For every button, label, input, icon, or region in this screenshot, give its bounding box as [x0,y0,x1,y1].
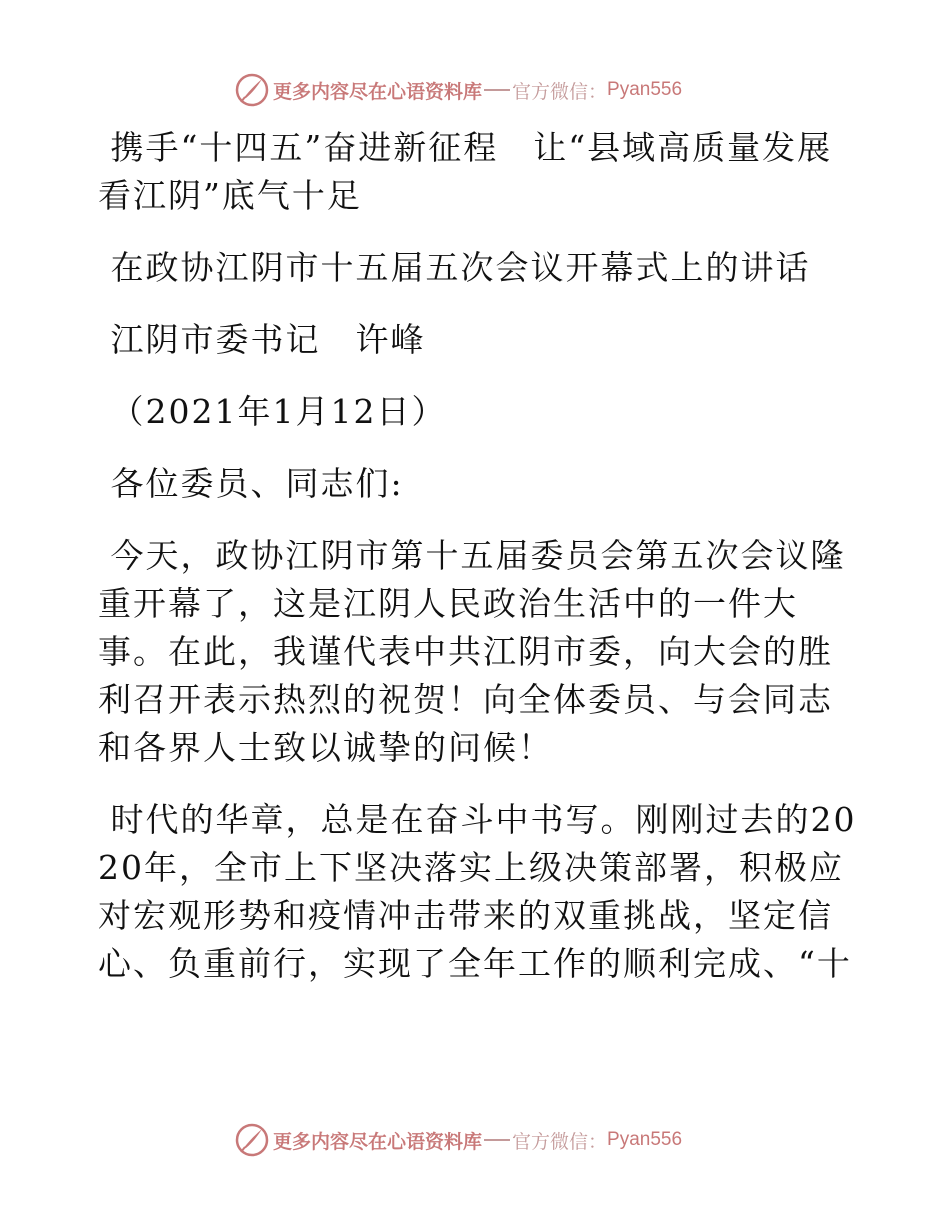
watermark-account: Pyan556 [607,79,683,100]
header-watermark [235,72,682,108]
document-title: 携手“十四五”奋进新征程 让“县域高质量发展看江阴”底气十足 [98,128,833,215]
watermark-wechat-label: 官方微信： [512,80,608,103]
feather-quill-logo-icon [235,1123,269,1157]
footer-watermark [235,1122,682,1158]
speech-date: （2021年1月12日） [98,392,447,431]
speech-occasion: 在政协江阴市十五届五次会议开幕式上的讲话 [98,248,811,287]
watermark-title: 更多内容尽在心语资料库 [273,1130,483,1153]
feather-quill-logo-icon [235,73,269,107]
body-paragraph: 今天，政协江阴市第十五届委员会第五次会议隆重开幕了，这是江阴人民政治生活中的一件大事。在此，我谨代表中共江阴市委，向大会的胜利召开表示热烈的祝贺！向全体委员、与会同志和各界人士致以诚挚的问候！ [98,536,846,767]
speaker-line: 江阴市委书记 许峰 [98,320,426,359]
salutation: 各位委员、同志们: [98,464,404,503]
watermark-wechat-label: 官方微信： [512,1130,608,1153]
watermark-dash [484,1139,510,1141]
watermark-account: Pyan556 [607,1129,683,1150]
body-paragraph: 时代的华章，总是在奋斗中书写。刚刚过去的2020年，全市上下坚决落实上级决策部署，积极应对宏观形势和疫情冲击带来的双重挑战，坚定信心、负重前行，实现了全年工作的顺利完成、“十 [98,800,857,983]
document-body [98,124,858,988]
watermark-dash [484,89,510,91]
watermark-title: 更多内容尽在心语资料库 [273,80,483,103]
